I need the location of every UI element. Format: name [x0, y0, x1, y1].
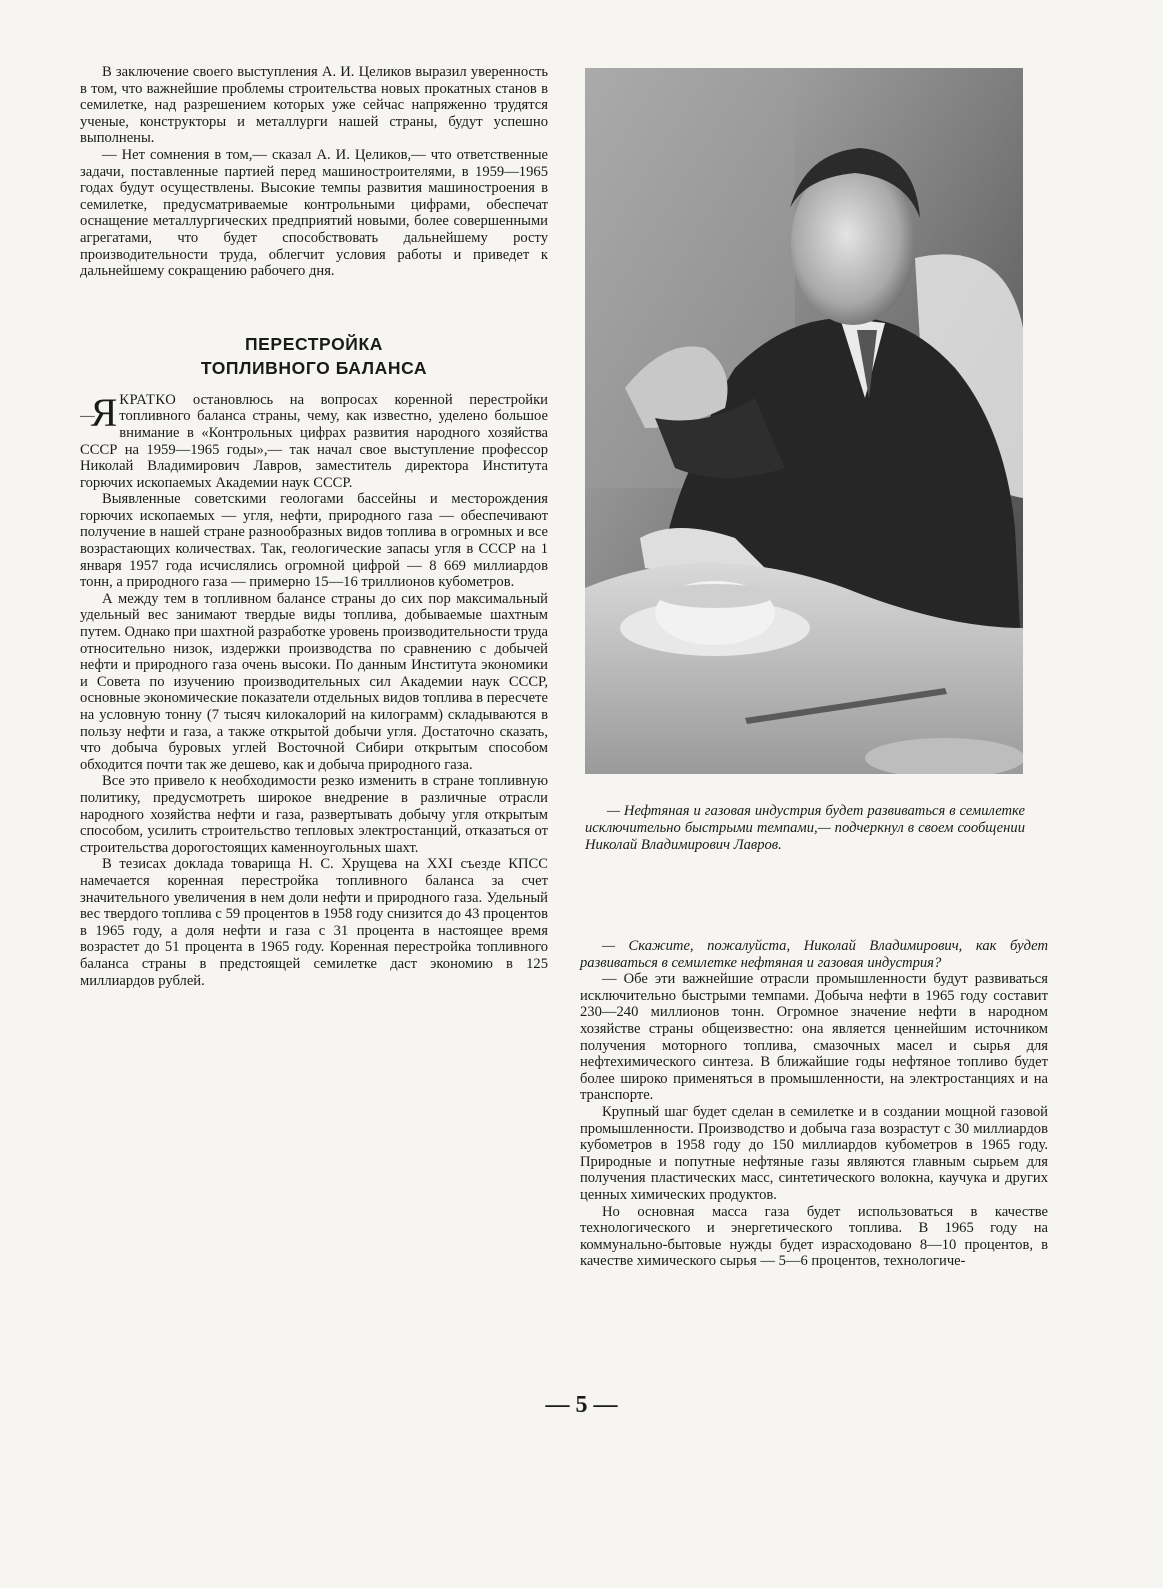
section-heading	[80, 332, 548, 380]
heading-line: ТОПЛИВНОГО БАЛАНСА	[200, 357, 428, 378]
paragraph: Все это привело к необходимости резко изменить в стране топливную политику, предусмотреть широкое внедрение в различные отрасли народного хозяйства нефти и газа, развертывать добычу угля открытым способом, усилить строительство тепловых электростанций, отказаться от строительства дорогостоящих каменноугольных шахт.	[80, 773, 548, 856]
paragraph: Крупный шаг будет сделан в семилетке и в создании мощной газовой промышленности. Производство и добыча газа возрастут с 30 миллиардов кубометров в 1958 году до 150 миллиардов кубометров в 1965 году. Природные и попутные нефтяные газы являются главным сырьем для получения пластических масс, синтетического волокна, каучука и других ценных химических продуктов.	[580, 1103, 1048, 1203]
lead-text: остановлюсь на вопросах коренной перестройки топливного баланса страны, чему, как известно, уделено большое внимание в «Контрольных цифрах развития народного хозяйства СССР на 1959—1965 годы»,— так начал свое выступление профессор Николай Владимирович Лавров, заместитель директора Института горючих ископаемых Академии наук СССР.	[80, 391, 548, 491]
page-number: — 5 —	[545, 1392, 618, 1418]
drop-cap: Я	[90, 389, 118, 435]
heading-line: ПЕРЕСТРОЙКА	[244, 333, 384, 354]
paragraph: Но основная масса газа будет использоваться в качестве технологического и энергетического топлива. В 1965 году на коммунально-бытовые нужды будет израсходовано 8—10 процентов, в качестве химического сырья — 5—6 процентов, технологиче-	[580, 1203, 1048, 1270]
paragraph: Выявленные советскими геологами бассейны и месторождения горючих ископаемых — угля, нефти, природного газа — обеспечивают получение в нашей стране разнообразных видов топлива в огромных и все возрастающих количествах. Так, геологические запасы угля в СССР на 1 января 1957 года исчислялись огромной цифрой — 8 669 миллиардов тонн, а природного газа — примерно 15—16 триллионов кубометров.	[80, 491, 548, 591]
lead-first-word: КРАТКО	[119, 391, 177, 408]
right-column	[580, 938, 1048, 1270]
paragraph: В заключение своего выступления А. И. Целиков выразил уверенность в том, что важнейшие проблемы строительства новых прокатных станов в семилетке, над разрешением которых уже сейчас напряженно трудятся ученые, конструкторы и металлурги нашей страны, будут успешно выполнены.	[80, 64, 548, 147]
portrait-illustration	[585, 68, 1023, 774]
paragraph: — Нет сомнения в том,— сказал А. И. Целиков,— что ответственные задачи, поставленные партией перед машиностроителями, в 1959—1965 годах будут осуществлены. Высокие темпы развития машиностроения в семилетке, предусматриваемые контрольными цифрами, обеспечат оснащение металлургических предприятий новыми, более совершенными агрегатами, что будет способствовать дальнейшему росту производительности труда, облегчит условия работы и приведет к дальнейшему сокращению рабочего дня.	[80, 146, 548, 280]
paragraph: В тезисах доклада товарища Н. С. Хрущева на XXI съезде КПСС намечается коренная перестройка топливного баланса за счет значительного увеличения в нем доли нефти и природного газа. Удельный вес твердого топлива с 59 процентов в 1958 году снизится до 43 процентов в 1965 году, а доля нефти и газа с 31 процента в настоящее время возрастет до 51 процента в 1965 году. Коренная перестройка топливного баланса страны в предстоящей семилетке даст экономию в 125 миллиардов рублей.	[80, 856, 548, 989]
photo-caption	[585, 803, 1025, 854]
left-column	[80, 64, 548, 989]
lead-paragraph	[80, 389, 548, 492]
caption-text: — Нефтяная и газовая индустрия будет развиваться в семилетке исключительно быстрыми темпами,— подчеркнул в своем сообщении Николай Владимирович Лавров.	[585, 803, 1025, 853]
paragraph: — Обе эти важнейшие отрасли промышленности будут развиваться исключительно быстрыми темпами. Добыча нефти в 1965 году составит 230—240 миллионов тонн. Огромное значение нефти в народном хозяйстве страны общеизвестно: она является ценнейшим источником получения моторного топлива, смазочных масел и сырья для нефтехимического синтеза. В ближайшие годы нефтяное топливо будет более широко применяться в промышленности, на электростанциях и на транспорте.	[580, 971, 1048, 1104]
paragraph: А между тем в топливном балансе страны до сих пор максимальный удельный вес занимают твердые виды топлива, добываемые шахтным путем. Однако при шахтной разработке уровень производительности труда относительно низок, издержки производства по сравнению с добычей нефти и природного газа очень высоки. По данным Института экономики и Совета по изучению производительных сил Академии наук СССР, основные экономические показатели отдельных видов топлива в пересчете на условную тонну (7 тысяч килокалорий на килограмм) складываются в пользу нефти и газа, а также открытой добычи угля. Достаточно сказать, что добыча буровых углей Восточной Сибири открытым способом обходится почти так же дешево, как и добыча природного газа.	[80, 590, 548, 773]
interview-question: — Скажите, пожалуйста, Николай Владимирович, как будет развиваться в семилетке нефтяная и газовая индустрия?	[580, 938, 1048, 971]
lead-dash: —	[80, 407, 95, 424]
portrait-photo	[585, 68, 1023, 774]
